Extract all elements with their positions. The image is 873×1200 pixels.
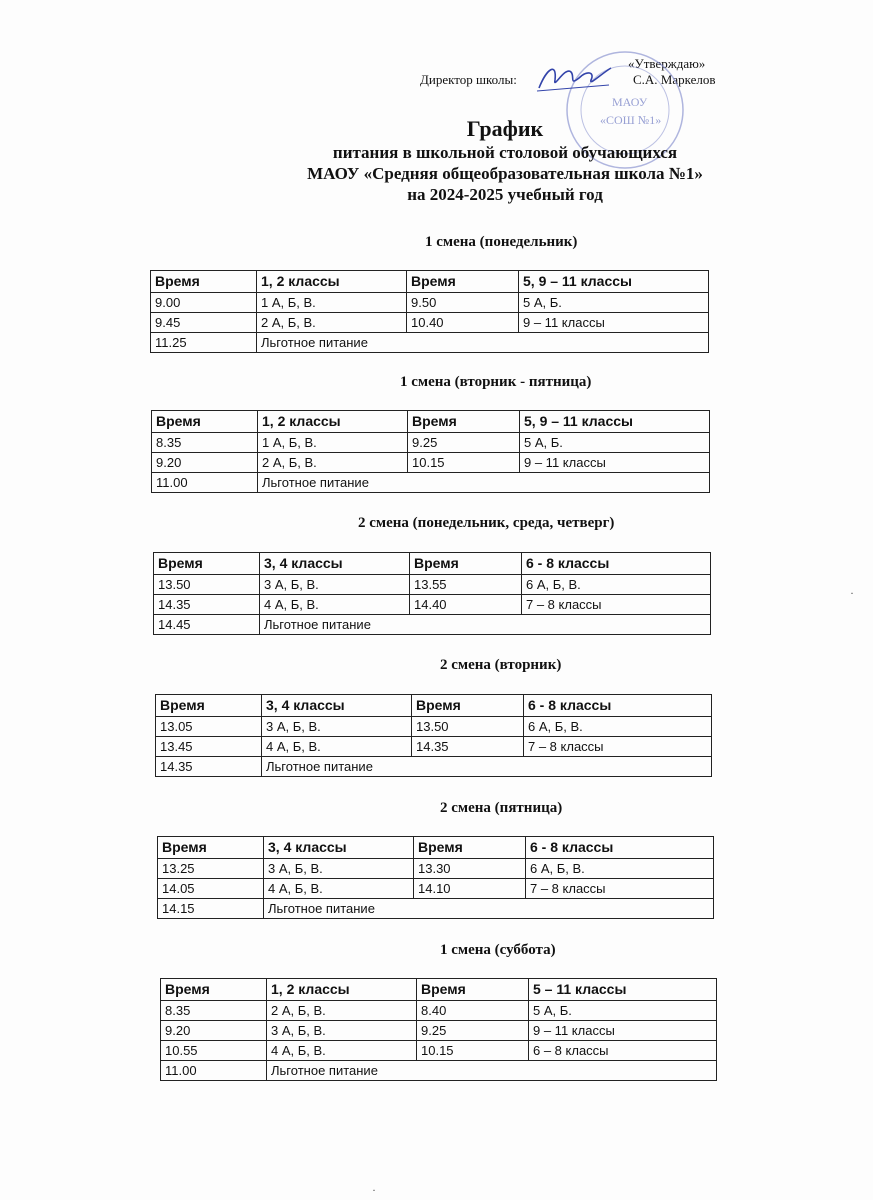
table-cell: 13.05 [156,717,262,737]
table-cell: 5 А, Б. [519,293,709,313]
header-cell: Время [158,837,264,859]
table-cell: 7 – 8 классы [524,737,712,757]
table-cell: 10.55 [161,1041,267,1061]
table-cell: 3 А, Б, В. [264,859,414,879]
section-heading: 1 смена (понедельник) [425,234,578,250]
title-line-2: МАОУ «Средняя общеобразовательная школа №1» [307,164,703,183]
table-cell: 9.25 [408,433,520,453]
table-cell: 9.25 [417,1021,529,1041]
table-cell: 5 А, Б. [529,1001,717,1021]
table-header-row [151,271,709,293]
table-cell: 2 А, Б, В. [258,453,408,473]
header-cell: Время [414,837,526,859]
table-row [152,433,710,453]
table-cell: 9.50 [407,293,519,313]
table-cell: 10.40 [407,313,519,333]
table-cell: 5 А, Б. [520,433,710,453]
table-cell: 13.55 [410,575,522,595]
benefit-row [158,899,714,919]
table-cell: 7 – 8 классы [526,879,714,899]
table-cell: 8.35 [152,433,258,453]
header-cell: Время [417,979,529,1001]
header-cell: 3, 4 классы [264,837,414,859]
table-cell: 3 А, Б, В. [267,1021,417,1041]
table-cell: 6 – 8 классы [529,1041,717,1061]
section-heading: 1 смена (суббота) [440,942,556,958]
table-cell: 7 – 8 классы [522,595,711,615]
header-cell: 1, 2 классы [257,271,407,293]
table-cell: 4 А, Б, В. [267,1041,417,1061]
header-cell: Время [154,553,260,575]
table-cell: 13.30 [414,859,526,879]
svg-text:«СОШ №1»: «СОШ №1» [600,113,662,127]
approve-word: «Утверждаю» [628,56,706,71]
header-cell: 6 - 8 классы [526,837,714,859]
table-row [154,575,711,595]
benefit-row [161,1061,717,1081]
header-cell: Время [151,271,257,293]
table-cell: 14.05 [158,879,264,899]
table-cell: Льготное питание [258,473,710,493]
schedule-table [157,836,714,919]
benefit-row [151,333,709,353]
director-signature [535,58,615,96]
schedule-table [150,270,709,353]
header-cell: 3, 4 классы [260,553,410,575]
header-cell: 5, 9 – 11 классы [519,271,709,293]
header-cell: Время [408,411,520,433]
table-cell: 14.45 [154,615,260,635]
section-heading: 2 смена (понедельник, среда, четверг) [358,515,615,531]
table-cell: Льготное питание [257,333,709,353]
title-line-3: на 2024-2025 учебный год [407,185,603,204]
director-label: Директор школы: [420,72,517,87]
table-cell: 14.15 [158,899,264,919]
table-cell: Льготное питание [264,899,714,919]
table-row [158,879,714,899]
table-cell: Льготное питание [260,615,711,635]
schedule-table [151,410,710,493]
section-heading: 2 смена (пятница) [440,800,563,816]
schedule-table [153,552,711,635]
table-cell: 9.20 [161,1021,267,1041]
table-cell: 3 А, Б, В. [260,575,410,595]
table-cell: 13.25 [158,859,264,879]
table-cell: 9.20 [152,453,258,473]
table-cell: 10.15 [408,453,520,473]
table-cell: 14.35 [154,595,260,615]
table-cell: 13.45 [156,737,262,757]
table-row [151,293,709,313]
header-cell: Время [410,553,522,575]
table-row [156,737,712,757]
title-line-1: питания в школьной столовой обучающихся [332,143,678,162]
header-cell: 5 – 11 классы [529,979,717,1001]
table-cell: 2 А, Б, В. [267,1001,417,1021]
header-cell: Время [412,695,524,717]
table-header-row [156,695,712,717]
table-cell: 13.50 [154,575,260,595]
section-heading: 2 смена (вторник) [440,657,562,673]
table-cell: 10.15 [417,1041,529,1061]
table-cell: Льготное питание [262,757,712,777]
header-cell: Время [152,411,258,433]
benefit-row [152,473,710,493]
table-cell: 14.40 [410,595,522,615]
table-cell: 2 А, Б, В. [257,313,407,333]
document-title [170,116,840,205]
table-row [161,1041,717,1061]
benefit-row [154,615,711,635]
table-cell: 9.45 [151,313,257,333]
header-cell: 6 - 8 классы [524,695,712,717]
table-cell: 14.35 [156,757,262,777]
schedule-table [160,978,717,1081]
benefit-row [156,757,712,777]
table-cell: 6 А, Б, В. [524,717,712,737]
table-cell: 1 А, Б, В. [258,433,408,453]
table-cell: 9 – 11 классы [520,453,710,473]
table-cell: 6 А, Б, В. [526,859,714,879]
table-row [158,859,714,879]
director-name: С.А. Маркелов [633,72,716,87]
svg-text:МАОУ: МАОУ [612,95,648,109]
table-cell: 8.40 [417,1001,529,1021]
table-header-row [154,553,711,575]
table-cell: 1 А, Б, В. [257,293,407,313]
table-row [161,1021,717,1041]
table-cell: 8.35 [161,1001,267,1021]
table-header-row [152,411,710,433]
table-cell: 11.00 [152,473,258,493]
table-cell: 4 А, Б, В. [260,595,410,615]
table-header-row [161,979,717,1001]
table-cell: 9.00 [151,293,257,313]
scan-speck: · [850,586,854,600]
header-cell: Время [156,695,262,717]
section-heading: 1 смена (вторник - пятница) [400,374,592,390]
table-row [151,313,709,333]
table-cell: 11.00 [161,1061,267,1081]
table-header-row [158,837,714,859]
table-cell: 9 – 11 классы [519,313,709,333]
scan-speck: · [372,1183,376,1197]
table-cell: 14.35 [412,737,524,757]
table-row [152,453,710,473]
title-main: График [466,116,544,141]
table-cell: 4 А, Б, В. [262,737,412,757]
table-row [161,1001,717,1021]
header-cell: 5, 9 – 11 классы [520,411,710,433]
table-cell: 9 – 11 классы [529,1021,717,1041]
table-row [154,595,711,615]
table-row [156,717,712,737]
header-cell: 3, 4 классы [262,695,412,717]
header-cell: Время [407,271,519,293]
table-cell: 3 А, Б, В. [262,717,412,737]
table-cell: 6 А, Б, В. [522,575,711,595]
table-cell: Льготное питание [267,1061,717,1081]
table-cell: 4 А, Б, В. [264,879,414,899]
header-cell: 6 - 8 классы [522,553,711,575]
table-cell: 13.50 [412,717,524,737]
table-cell: 14.10 [414,879,526,899]
table-cell: 11.25 [151,333,257,353]
schedule-table [155,694,712,777]
header-cell: 1, 2 классы [258,411,408,433]
header-cell: Время [161,979,267,1001]
header-cell: 1, 2 классы [267,979,417,1001]
